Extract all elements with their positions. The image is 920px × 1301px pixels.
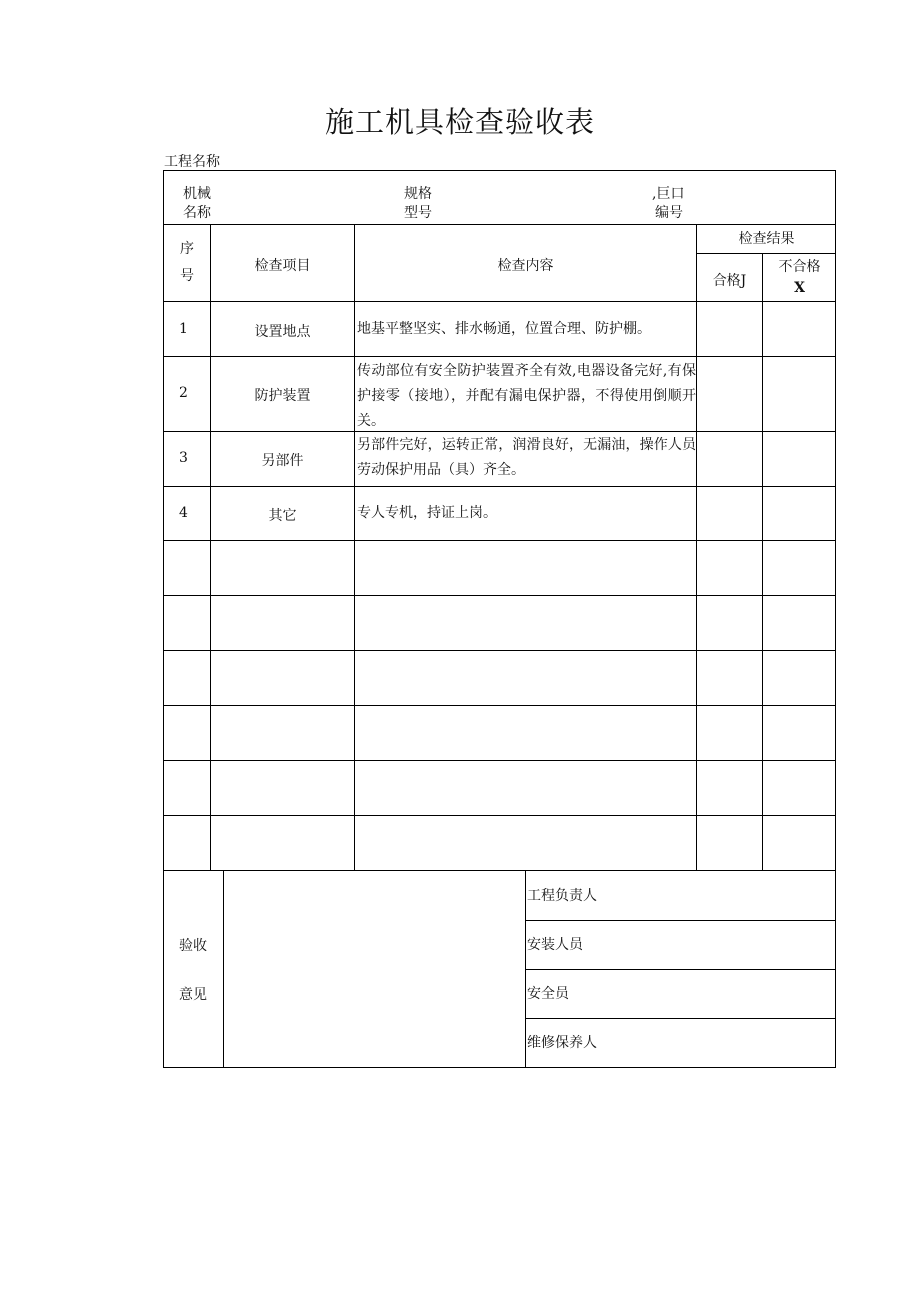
rule-row1-bottom [163, 356, 836, 357]
rule-pass-right [762, 253, 763, 870]
rule-row8-bottom [163, 760, 836, 761]
fail-header-line1: 不合格 [778, 259, 821, 275]
rule-acceptance-label-right [223, 870, 224, 1068]
machine-name-label-line1: 机械 [183, 186, 211, 202]
rule-grid-bottom [163, 870, 836, 871]
row-item: 防护装置 [254, 388, 311, 404]
row-content: 地基平整坚实、排水畅通，位置合理、防护棚。 [357, 321, 651, 337]
fail-header-line2: X [794, 280, 805, 296]
signer-project-lead: 工程负责人 [527, 888, 597, 904]
rule-result-split [696, 253, 836, 254]
row-content: 另部件完好，运转正常，润滑良好，无漏油，操作人员劳动保护用品（具）齐全。 [357, 437, 696, 478]
content-header: 检查内容 [497, 258, 554, 274]
signer-safety-officer: 安全员 [527, 986, 569, 1002]
rule-row4-bottom [163, 540, 836, 541]
acceptance-label-line1: 验收 [179, 938, 207, 954]
rule-content-right [696, 224, 697, 870]
rule-info-bottom [163, 224, 836, 225]
row-number: 1 [179, 321, 188, 337]
rule-opinion-right [525, 870, 526, 1068]
inspection-table [163, 170, 836, 1068]
code-label-line1: ,巨口 [652, 186, 685, 202]
result-header: 检查结果 [738, 231, 795, 247]
rule-row9-bottom [163, 815, 836, 816]
row-number: 4 [179, 505, 188, 521]
row-content: 传动部位有安全防护装置齐全有效,电器设备完好,有保护接零（接地），并配有漏电保护器，不得使用倒顺开关。 [357, 363, 696, 429]
row-content: 专人专机，持证上岗。 [357, 505, 497, 521]
spec-model-label-line1: 规格 [404, 186, 432, 202]
rule-row6-bottom [163, 650, 836, 651]
signer-installer: 安装人员 [527, 937, 583, 953]
row-number: 2 [179, 385, 188, 401]
seq-header-line1: 序 [180, 241, 194, 257]
acceptance-label-line2: 意见 [179, 987, 207, 1003]
row-item: 另部件 [261, 453, 304, 469]
rule-signer2-bottom [525, 969, 836, 970]
item-header: 检查项目 [254, 258, 311, 274]
project-name-label: 工程名称 [164, 154, 220, 170]
code-label-line2: 编号 [655, 205, 683, 221]
page-title: 施工机具检查验收表 [324, 105, 595, 139]
pass-header: 合格J [712, 273, 747, 289]
rule-header-bottom [163, 301, 836, 302]
row-item: 设置地点 [254, 324, 311, 340]
seq-header-line2: 号 [180, 268, 194, 284]
rule-signer3-bottom [525, 1018, 836, 1019]
rule-row7-bottom [163, 705, 836, 706]
rule-item-right [354, 224, 355, 870]
row-number: 3 [179, 450, 188, 466]
machine-name-label-line2: 名称 [183, 205, 211, 221]
signer-maintenance: 维修保养人 [527, 1035, 597, 1051]
spec-model-label-line2: 型号 [404, 205, 432, 221]
rule-signer1-bottom [525, 920, 836, 921]
row-item: 其它 [268, 508, 297, 524]
rule-row3-bottom [163, 486, 836, 487]
rule-row5-bottom [163, 595, 836, 596]
